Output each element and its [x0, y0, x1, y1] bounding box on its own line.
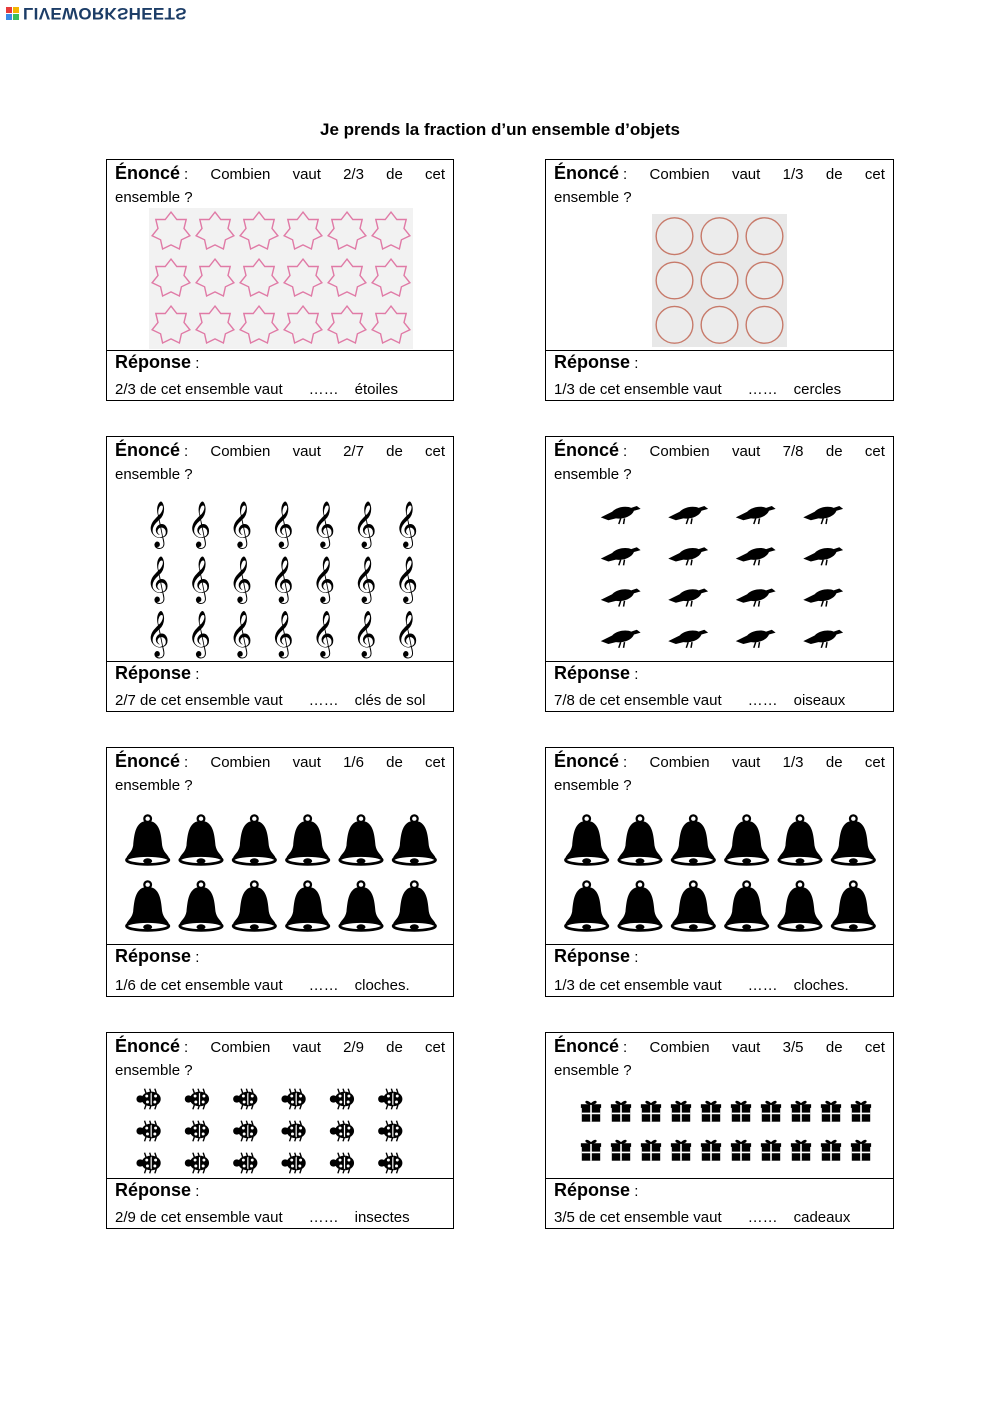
enonce-word: 2/7 [343, 443, 364, 460]
bell-icon [725, 881, 767, 930]
enonce-word: Combien [649, 1039, 710, 1056]
treble-clef-icon [229, 556, 253, 604]
enonce-question-line-2: ensemble ? [115, 777, 193, 794]
reponse [107, 1178, 453, 1228]
bird-icon [736, 630, 776, 648]
reponse-label-text: Réponse [554, 1180, 631, 1200]
bird-icon [668, 589, 708, 607]
enonce-word: Combien [210, 1039, 271, 1056]
treble-clef-icon [270, 502, 294, 550]
bell-icon [286, 815, 328, 864]
circle-icon [656, 262, 693, 299]
bell-icon [672, 815, 714, 864]
treble-clef-set-picture [137, 497, 427, 661]
svg-text:𝄞: 𝄞 [270, 501, 294, 548]
exercise-card-2 [545, 159, 894, 401]
enonce-label-text: Énoncé [115, 163, 181, 183]
treble-clef-icon [394, 611, 418, 659]
bell-icon [126, 881, 168, 930]
gift-icon [731, 1141, 751, 1161]
enonce-question-line [115, 1035, 445, 1059]
ladybug-icon [378, 1089, 402, 1110]
gift-icon [851, 1141, 871, 1161]
answer-prefix: 2/9 de cet ensemble vaut [115, 1209, 283, 1226]
bell-icon [340, 815, 382, 864]
answer-unit: insectes [354, 1209, 410, 1226]
answer-blank[interactable]: …… [747, 692, 778, 709]
answer-unit: cercles [793, 381, 842, 398]
bell-icon [340, 881, 382, 930]
treble-clef-icon [229, 611, 253, 659]
bell-icon [779, 881, 821, 930]
gift-icon [611, 1141, 631, 1161]
svg-text:𝄞: 𝄞 [145, 611, 170, 658]
enonce-label-text: Énoncé [554, 163, 620, 183]
bird-icon [803, 547, 843, 565]
enonce-question-line-2: ensemble ? [554, 1062, 632, 1079]
svg-text:𝄞: 𝄞 [311, 611, 336, 658]
reponse-label-text: Réponse [115, 946, 192, 966]
enonce-word: vaut [731, 1039, 761, 1056]
gift-icon [611, 1102, 631, 1122]
treble-clef-icon [270, 611, 294, 659]
reponse-label-text: Réponse [554, 663, 631, 683]
enonce [554, 439, 885, 486]
enonce-question-line [554, 162, 885, 186]
enonce-word: 7/8 [782, 443, 804, 460]
answer-prefix: 3/5 de cet ensemble vaut [554, 1209, 722, 1226]
bird-icon [803, 589, 843, 607]
bell-icon [233, 815, 275, 864]
ladybug-icon [378, 1121, 402, 1142]
page-title: Je prends la fraction d’un ensemble d’objets [320, 120, 680, 139]
bell-icon [832, 881, 874, 930]
treble-clef-icon [353, 611, 377, 659]
enonce-word: de [825, 443, 843, 460]
reponse-label: Réponse : [554, 1180, 639, 1200]
bell-icon [619, 881, 661, 930]
svg-text:𝄞: 𝄞 [187, 611, 211, 658]
enonce-word: Combien [649, 443, 710, 460]
enonce-question-line [115, 162, 445, 186]
bird-icon [736, 589, 776, 607]
ladybug-icon [330, 1089, 354, 1110]
exercise-card-4 [545, 436, 894, 712]
enonce-word: Combien [210, 443, 271, 460]
enonce-question-line [554, 1035, 885, 1059]
ladybug-icon [136, 1089, 160, 1110]
enonce-word: Combien [210, 166, 271, 183]
circle-icon [656, 218, 693, 255]
enonce-word: de [825, 754, 843, 771]
enonce-word: vaut [292, 1039, 321, 1056]
bird-icon [668, 506, 708, 524]
treble-clef-icon [270, 556, 294, 604]
answer-blank[interactable]: …… [747, 381, 778, 398]
reponse-label: Réponse : [554, 946, 639, 966]
enonce-word: 1/3 [782, 754, 804, 771]
enonce-word: cet [424, 754, 445, 771]
gift-icon [581, 1141, 601, 1161]
enonce-question-line-2: ensemble ? [554, 189, 632, 206]
answer-unit: oiseaux [793, 692, 846, 709]
bird-set-picture [586, 493, 856, 658]
circle-icon [701, 306, 738, 343]
reponse-label: Réponse : [554, 663, 639, 683]
exercise-card-5 [106, 747, 454, 997]
gift-icon [581, 1102, 601, 1122]
exercise-card-7 [106, 1032, 454, 1229]
svg-text:𝄞: 𝄞 [187, 501, 211, 548]
enonce-label-text: Énoncé [115, 751, 181, 771]
answer-blank[interactable]: …… [308, 977, 339, 994]
enonce [115, 750, 445, 797]
treble-clef-icon [146, 502, 170, 550]
answer-blank[interactable]: …… [747, 1209, 778, 1226]
reponse-label-text: Réponse [115, 1180, 192, 1200]
ladybug-icon [233, 1089, 257, 1110]
answer-line [554, 1209, 850, 1226]
ladybug-set-picture [127, 1083, 417, 1179]
treble-clef-icon [312, 611, 336, 659]
answer-unit: cloches. [793, 977, 849, 994]
gift-icon [641, 1141, 661, 1161]
ladybug-icon [233, 1121, 257, 1142]
enonce-word: vaut [292, 754, 321, 771]
enonce-word: de [386, 754, 403, 771]
svg-text:𝄞: 𝄞 [394, 501, 419, 548]
treble-clef-icon [312, 502, 336, 550]
answer-line [554, 381, 841, 398]
enonce-label: Énoncé : [554, 1036, 628, 1056]
bell-icon [619, 815, 661, 864]
enonce-word: cet [424, 443, 445, 460]
ladybug-icon [330, 1153, 354, 1174]
bell-set-picture [121, 808, 441, 940]
enonce [554, 1035, 885, 1082]
enonce-label: Énoncé : [554, 751, 628, 771]
svg-text:𝄞: 𝄞 [394, 556, 419, 603]
enonce-word: vaut [731, 754, 761, 771]
enonce-question-line-2: ensemble ? [115, 466, 193, 483]
reponse-label-text: Réponse [554, 352, 631, 372]
ladybug-icon [185, 1089, 209, 1110]
answer-line [115, 692, 425, 709]
bell-icon [565, 881, 607, 930]
enonce-word: 3/5 [782, 1039, 804, 1056]
reponse [546, 944, 893, 996]
answer-blank[interactable]: …… [308, 381, 339, 398]
enonce-label-text: Énoncé [554, 751, 620, 771]
answer-prefix: 1/3 de cet ensemble vaut [554, 977, 722, 994]
ladybug-icon [281, 1121, 305, 1142]
reponse-label: Réponse : [554, 352, 639, 372]
gift-set-picture [576, 1093, 876, 1171]
enonce-question-line [115, 439, 445, 463]
svg-text:𝄞: 𝄞 [187, 556, 211, 603]
svg-text:𝄞: 𝄞 [270, 556, 294, 603]
enonce-word: Combien [649, 166, 710, 183]
enonce-word: 1/3 [782, 166, 804, 183]
reponse-label: Réponse : [115, 1180, 200, 1200]
enonce-word: 2/9 [343, 1039, 364, 1056]
treble-clef-icon [312, 556, 336, 604]
reponse-label: Réponse : [115, 352, 200, 372]
svg-text:𝄞: 𝄞 [145, 501, 170, 548]
svg-text:𝄞: 𝄞 [311, 501, 336, 548]
enonce [115, 1035, 445, 1082]
answer-prefix: 2/3 de cet ensemble vaut [115, 381, 283, 398]
reponse [107, 944, 453, 996]
enonce-word: 2/3 [343, 166, 364, 183]
reponse [546, 350, 893, 400]
enonce-question-line [554, 439, 885, 463]
treble-clef-icon [146, 556, 170, 604]
enonce-question-line [115, 750, 445, 774]
enonce-word: vaut [731, 166, 761, 183]
enonce-question-line-2: ensemble ? [115, 189, 193, 206]
bird-icon [803, 630, 843, 648]
treble-clef-icon [394, 556, 418, 604]
ladybug-icon [185, 1153, 209, 1174]
ladybug-icon [281, 1089, 305, 1110]
svg-text:𝄞: 𝄞 [270, 611, 294, 658]
bird-icon [736, 547, 776, 565]
enonce-word: cet [864, 754, 885, 771]
enonce-word: cet [424, 1039, 445, 1056]
enonce-word: de [386, 1039, 403, 1056]
circle-icon [746, 306, 783, 343]
enonce-label-text: Énoncé [554, 1036, 620, 1056]
answer-unit: étoiles [354, 381, 398, 398]
liveworksheets-logo [6, 2, 187, 24]
svg-text:𝄞: 𝄞 [394, 611, 419, 658]
bell-icon [779, 815, 821, 864]
svg-text:𝄞: 𝄞 [228, 556, 253, 603]
bell-icon [832, 815, 874, 864]
gift-icon [791, 1141, 811, 1161]
answer-line [115, 1209, 410, 1226]
enonce-label: Énoncé : [115, 440, 189, 460]
enonce-word: cet [424, 166, 445, 183]
treble-clef-icon [394, 502, 418, 550]
gift-icon [791, 1102, 811, 1122]
answer-line [554, 692, 845, 709]
exercise-card-8 [545, 1032, 894, 1229]
circle-icon [746, 262, 783, 299]
enonce [554, 162, 885, 209]
circle-icon [701, 262, 738, 299]
enonce-label: Énoncé : [554, 163, 628, 183]
answer-line [115, 977, 410, 994]
bird-icon [668, 547, 708, 565]
gift-icon [701, 1141, 721, 1161]
answer-prefix: 7/8 de cet ensemble vaut [554, 692, 722, 709]
treble-clef-icon [353, 502, 377, 550]
answer-prefix: 1/6 de cet ensemble vaut [115, 977, 283, 994]
answer-blank[interactable]: …… [308, 692, 339, 709]
ladybug-icon [233, 1153, 257, 1174]
enonce-label: Énoncé : [115, 1036, 189, 1056]
enonce-word: de [825, 1039, 843, 1056]
treble-clef-icon [187, 556, 211, 604]
bird-icon [803, 506, 843, 524]
ladybug-icon [281, 1153, 305, 1174]
gift-icon [731, 1102, 751, 1122]
circle-icon [701, 218, 738, 255]
logo-squares-icon [6, 7, 19, 20]
svg-text:𝄞: 𝄞 [353, 556, 377, 603]
enonce-word: vaut [292, 443, 321, 460]
bell-icon [180, 881, 222, 930]
answer-prefix: 2/7 de cet ensemble vaut [115, 692, 283, 709]
answer-line [554, 977, 849, 994]
logo-square [6, 14, 12, 20]
bell-icon [126, 815, 168, 864]
enonce-label-text: Énoncé [115, 1036, 181, 1056]
treble-clef-icon [187, 611, 211, 659]
bird-icon [601, 589, 641, 607]
enonce [115, 439, 445, 486]
svg-text:𝄞: 𝄞 [228, 611, 253, 658]
treble-clef-icon [229, 502, 253, 550]
svg-text:𝄞: 𝄞 [353, 501, 377, 548]
circle-set-picture [652, 214, 787, 347]
answer-blank[interactable]: …… [308, 1209, 339, 1226]
gift-icon [821, 1141, 841, 1161]
reponse-label: Réponse : [115, 663, 200, 683]
ladybug-icon [330, 1121, 354, 1142]
logo-text: LIVEWORKSHEETS [23, 4, 187, 23]
enonce-label: Énoncé : [554, 440, 628, 460]
enonce [115, 162, 445, 209]
enonce-word: vaut [292, 166, 321, 183]
svg-text:𝄞: 𝄞 [228, 501, 253, 548]
reponse-label-text: Réponse [115, 663, 192, 683]
bell-icon [393, 815, 435, 864]
gift-icon [821, 1102, 841, 1122]
enonce [554, 750, 885, 797]
svg-text:𝄞: 𝄞 [145, 556, 170, 603]
enonce-word: Combien [210, 754, 271, 771]
reponse [546, 1178, 893, 1228]
gift-icon [641, 1102, 661, 1122]
enonce-question-line-2: ensemble ? [554, 466, 632, 483]
exercise-card-6 [545, 747, 894, 997]
circle-icon [656, 306, 693, 343]
bell-icon [393, 881, 435, 930]
treble-clef-icon [187, 502, 211, 550]
gift-icon [761, 1102, 781, 1122]
reponse-label-text: Réponse [115, 352, 192, 372]
reponse [107, 350, 453, 400]
bird-icon [668, 630, 708, 648]
ladybug-icon [136, 1121, 160, 1142]
enonce-word: vaut [731, 443, 761, 460]
svg-text:𝄞: 𝄞 [311, 556, 336, 603]
bird-icon [601, 506, 641, 524]
bell-icon [286, 881, 328, 930]
bell-set-picture [560, 808, 880, 940]
enonce-label-text: Énoncé [115, 440, 181, 460]
reponse-label-text: Réponse [554, 946, 631, 966]
logo-square [13, 14, 19, 20]
treble-clef-icon [353, 556, 377, 604]
star-set-picture [149, 208, 413, 349]
gift-icon [761, 1141, 781, 1161]
gift-icon [671, 1141, 691, 1161]
enonce-label: Énoncé : [115, 163, 189, 183]
exercise-card-3 [106, 436, 454, 712]
circle-icon [746, 218, 783, 255]
bell-icon [565, 815, 607, 864]
reponse [107, 661, 453, 711]
enonce-question-line [554, 750, 885, 774]
exercise-card-1 [106, 159, 454, 401]
answer-prefix: 1/3 de cet ensemble vaut [554, 381, 722, 398]
bird-icon [601, 547, 641, 565]
enonce-word: de [825, 166, 843, 183]
enonce-word: cet [864, 443, 885, 460]
ladybug-icon [378, 1153, 402, 1174]
enonce-word: cet [864, 166, 885, 183]
enonce-label-text: Énoncé [554, 440, 620, 460]
bell-icon [725, 815, 767, 864]
bird-icon [601, 630, 641, 648]
answer-blank[interactable]: …… [747, 977, 778, 994]
treble-clef-icon [146, 611, 170, 659]
enonce-word: de [386, 443, 403, 460]
enonce-question-line-2: ensemble ? [554, 777, 632, 794]
enonce-question-line-2: ensemble ? [115, 1062, 193, 1079]
enonce-label: Énoncé : [115, 751, 189, 771]
ladybug-icon [185, 1121, 209, 1142]
gift-icon [671, 1102, 691, 1122]
enonce-word: Combien [649, 754, 710, 771]
enonce-word: de [386, 166, 403, 183]
answer-unit: clés de sol [354, 692, 426, 709]
gift-icon [851, 1102, 871, 1122]
svg-text:𝄞: 𝄞 [353, 611, 377, 658]
enonce-word: cet [864, 1039, 885, 1056]
answer-unit: cloches. [354, 977, 410, 994]
bird-icon [736, 506, 776, 524]
answer-unit: cadeaux [793, 1209, 851, 1226]
answer-line [115, 381, 398, 398]
bell-icon [180, 815, 222, 864]
logo-square [13, 7, 19, 13]
bell-icon [672, 881, 714, 930]
logo-square [6, 7, 12, 13]
reponse-label: Réponse : [115, 946, 200, 966]
gift-icon [701, 1102, 721, 1122]
reponse [546, 661, 893, 711]
bell-icon [233, 881, 275, 930]
ladybug-icon [136, 1153, 160, 1174]
enonce-word: 1/6 [343, 754, 364, 771]
